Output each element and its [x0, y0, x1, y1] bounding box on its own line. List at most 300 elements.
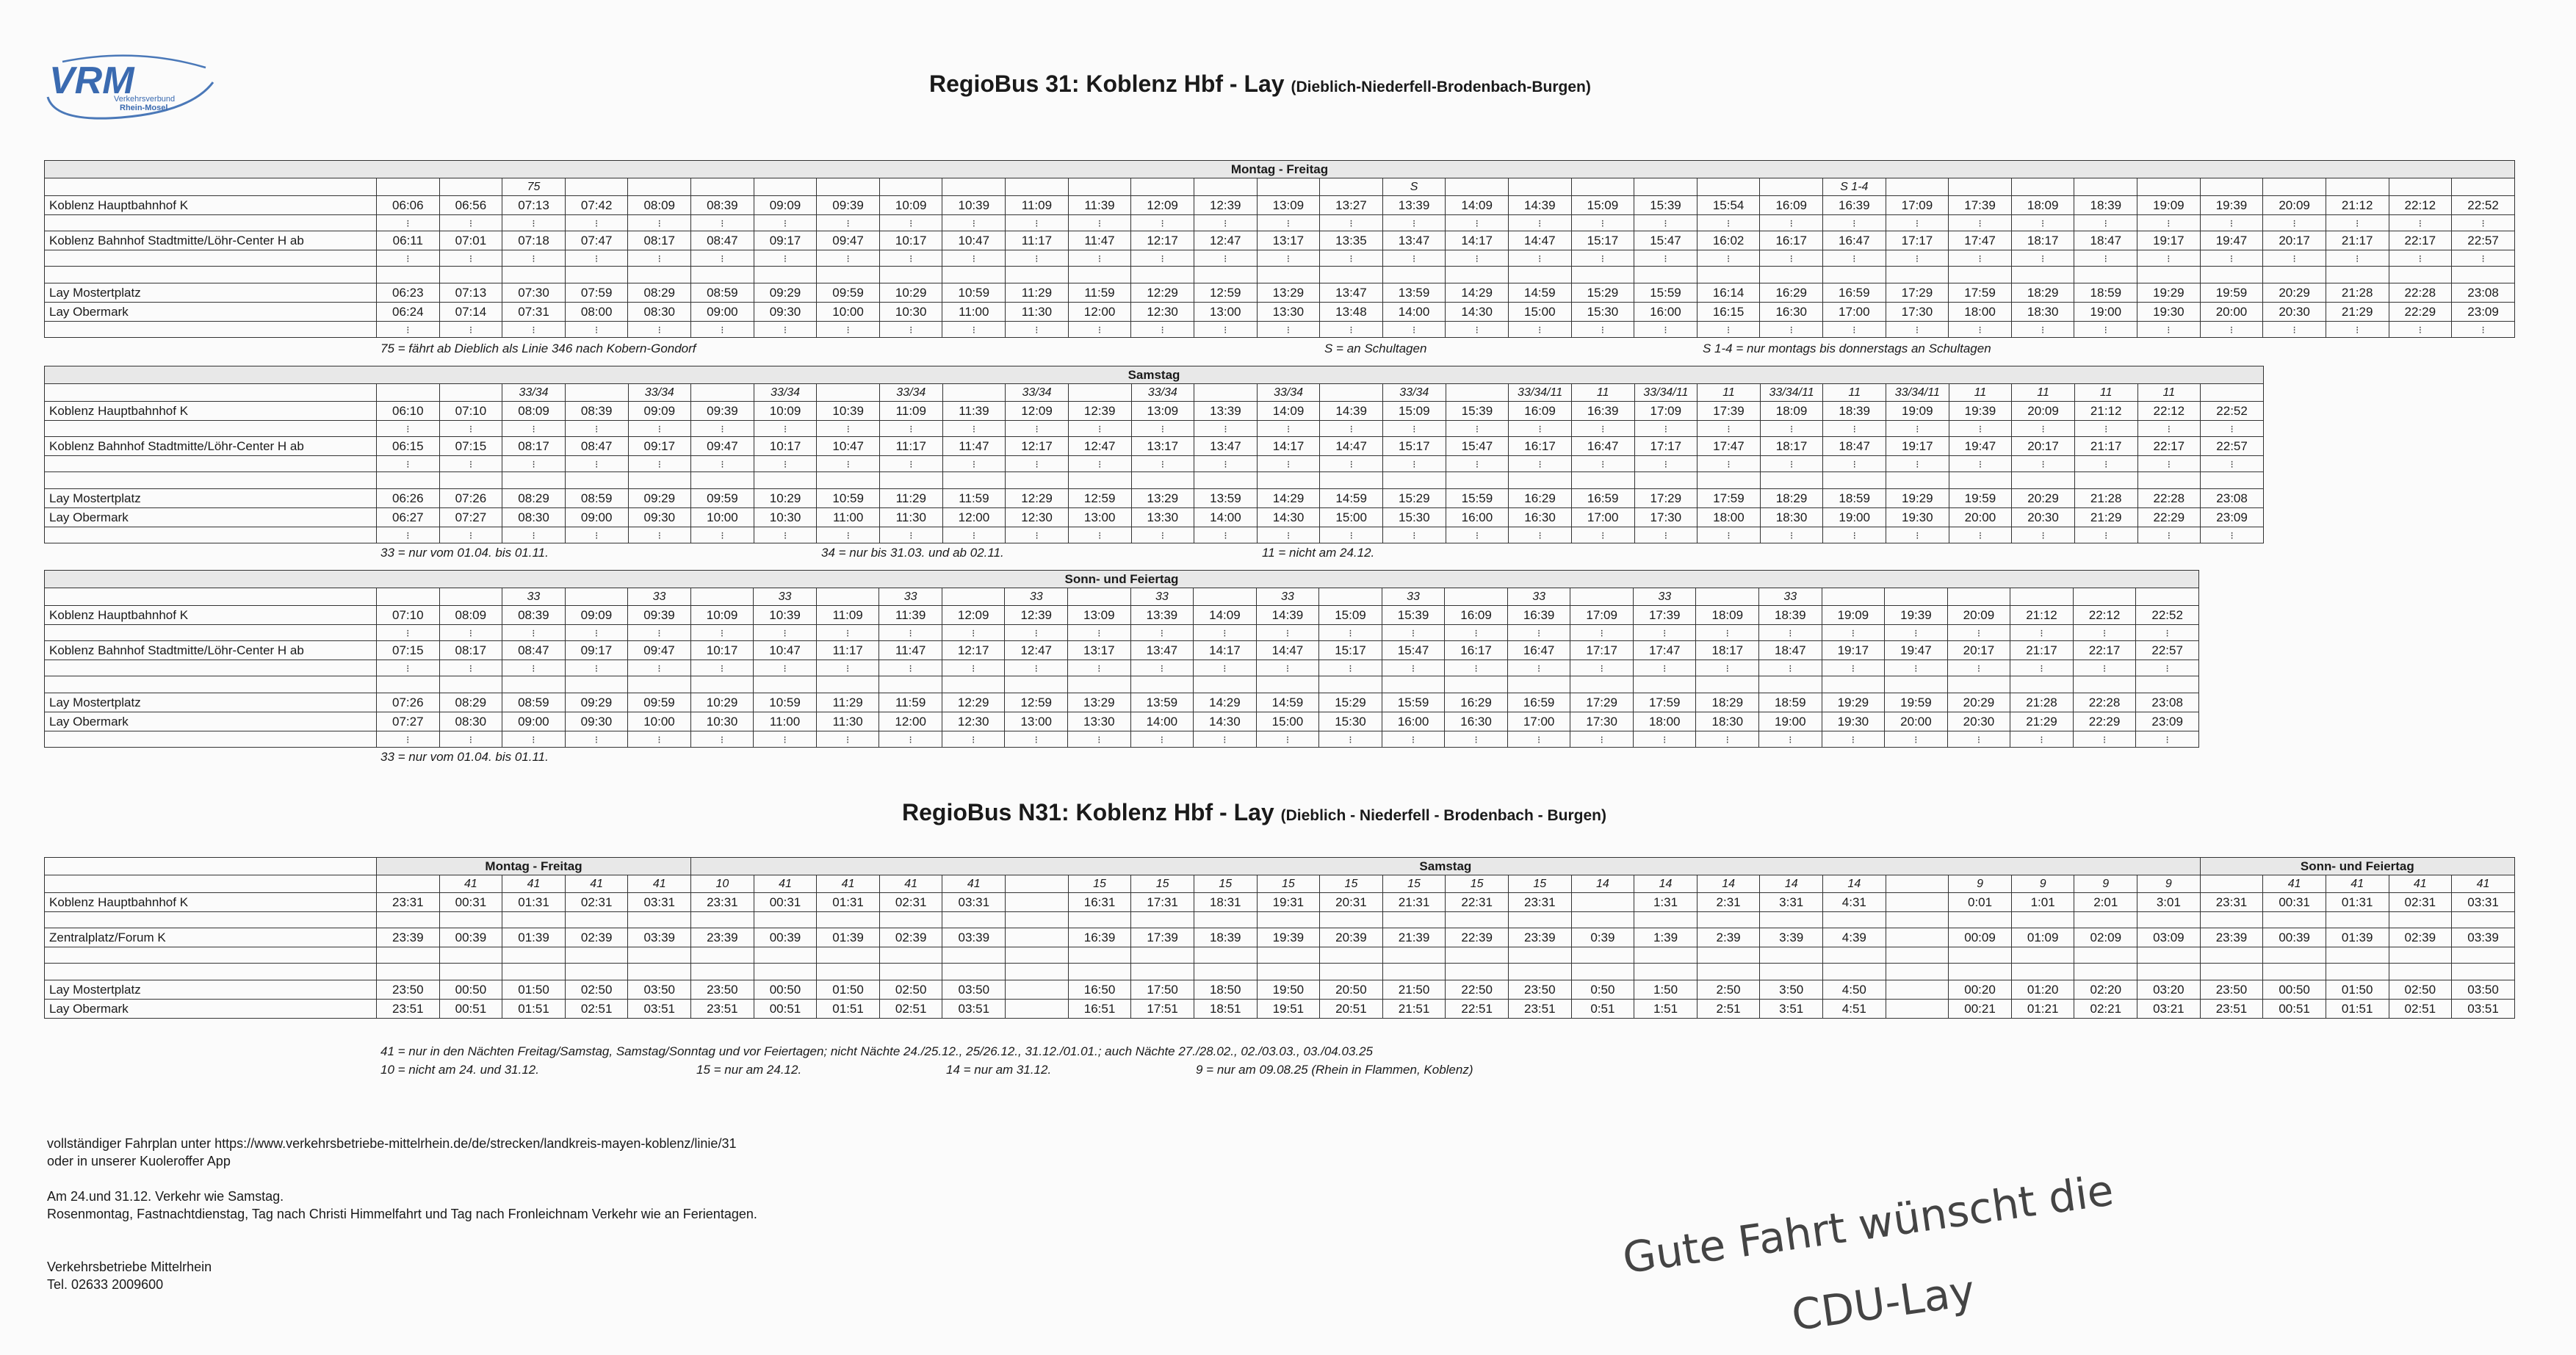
station-name: Koblenz Bahnhof Stadtmitte/Löhr-Center H ab — [45, 641, 377, 660]
departure-time: 3:31 — [1760, 893, 1823, 912]
spacer-cell — [2263, 964, 2326, 980]
spacer-cell — [1446, 472, 1509, 489]
spacer-cell — [1508, 964, 1571, 980]
dots-cell: ⁝ — [754, 731, 817, 748]
departure-time: 01:50 — [2326, 980, 2389, 1000]
dots-cell: ⁝ — [1886, 250, 1949, 267]
info-company: Verkehrsbetriebe Mittelrhein — [47, 1260, 212, 1274]
departure-time: 17:29 — [1570, 693, 1634, 712]
dots-label-cell — [45, 625, 377, 641]
info-url: vollständiger Fahrplan unter https://www.verkehrsbetriebe-mittelrhein.de/de/strecken/landkreis-mayen-koblenz/linie/31 — [47, 1136, 737, 1151]
stop-row — [45, 402, 2264, 421]
note-cell: 11 — [1823, 384, 1886, 402]
note-cell — [1194, 588, 1257, 606]
note-cell — [1570, 588, 1634, 606]
note-cell: 11 — [1571, 384, 1634, 402]
note-cell — [628, 178, 691, 196]
departure-time: 18:09 — [1760, 402, 1823, 421]
departure-time: 0:39 — [1571, 928, 1634, 947]
spacer-cell — [565, 472, 628, 489]
spacer-cell — [628, 472, 691, 489]
departure-time: 18:39 — [1823, 402, 1886, 421]
spacer-cell — [1570, 676, 1634, 693]
departure-time: 15:09 — [1383, 402, 1446, 421]
departure-time: 1:01 — [2011, 893, 2074, 912]
departure-time: 19:30 — [2137, 303, 2201, 322]
departure-time: 12:59 — [1194, 283, 1257, 303]
dots-cell: ⁝ — [1319, 731, 1382, 748]
dots-cell: ⁝ — [691, 527, 754, 543]
spacer-cell — [1382, 267, 1446, 283]
dots-cell: ⁝ — [565, 421, 628, 437]
note-cell — [942, 588, 1005, 606]
station-name: Lay Mostertplatz — [45, 693, 377, 712]
footnote-sa-3: 11 = nicht am 24.12. — [1262, 546, 1375, 560]
departure-time: 15:17 — [1383, 437, 1446, 456]
handwritten-greeting-line1: Gute Fahrt wünscht die — [1620, 1165, 2117, 1284]
dots-cell — [2200, 912, 2263, 928]
departure-time: 20:39 — [1320, 928, 1383, 947]
note-cell: 33/34/11 — [1760, 384, 1823, 402]
dots-row — [45, 215, 2515, 231]
departure-time: 12:29 — [942, 693, 1005, 712]
departure-time: 1:50 — [1634, 980, 1698, 1000]
departure-time: 22:28 — [2073, 693, 2136, 712]
departure-time: 21:28 — [2074, 489, 2137, 508]
dots-cell: ⁝ — [565, 456, 628, 472]
spacer-cell — [1382, 676, 1445, 693]
departure-time: 19:39 — [1949, 402, 2012, 421]
dots-cell: ⁝ — [691, 322, 754, 338]
departure-time: 09:59 — [691, 489, 754, 508]
departure-time: 01:39 — [2326, 928, 2389, 947]
departure-time: 00:51 — [754, 1000, 817, 1019]
stop-row — [45, 693, 2199, 712]
departure-time: 15:59 — [1446, 489, 1509, 508]
dots-cell: ⁝ — [879, 322, 942, 338]
dots-cell: ⁝ — [2073, 660, 2136, 676]
note-cell — [1886, 875, 1949, 893]
departure-time: 10:00 — [817, 303, 880, 322]
spacer-cell — [2136, 676, 2199, 693]
spacer-cell — [377, 964, 440, 980]
dots-cell: ⁝ — [1698, 421, 1761, 437]
dots-cell — [2326, 947, 2389, 964]
dots-cell: ⁝ — [1194, 215, 1257, 231]
dots-cell: ⁝ — [1759, 660, 1822, 676]
departure-time: 11:29 — [816, 693, 879, 712]
note-cell — [754, 178, 817, 196]
departure-time: 15:59 — [1382, 693, 1445, 712]
departure-time: 07:27 — [439, 508, 502, 527]
departure-time: 11:00 — [817, 508, 880, 527]
departure-time: 20:17 — [2012, 437, 2075, 456]
departure-time: 02:21 — [2074, 1000, 2137, 1019]
dots-cell: ⁝ — [1508, 250, 1571, 267]
dots-cell: ⁝ — [565, 731, 628, 748]
dots-cell: ⁝ — [1949, 215, 2012, 231]
departure-time: 09:09 — [565, 606, 628, 625]
dots-cell: ⁝ — [2073, 731, 2136, 748]
spacer-cell — [1068, 472, 1131, 489]
departure-time: 14:09 — [1194, 606, 1257, 625]
dots-cell: ⁝ — [1446, 421, 1509, 437]
spacer-cell — [754, 676, 817, 693]
departure-time: 08:47 — [691, 231, 754, 250]
dots-cell: ⁝ — [2452, 250, 2515, 267]
note-cell — [2201, 384, 2264, 402]
sa-day-header: Samstag — [45, 366, 2264, 384]
dots-cell: ⁝ — [2137, 215, 2201, 231]
dots-cell: ⁝ — [565, 322, 628, 338]
dots-cell: ⁝ — [628, 322, 691, 338]
dots-cell: ⁝ — [1257, 250, 1320, 267]
note-cell: 33 — [1130, 588, 1194, 606]
note-cell: 11 — [1949, 384, 2012, 402]
note-cell — [1634, 178, 1698, 196]
stop-row — [45, 437, 2264, 456]
departure-time: 11:39 — [1068, 196, 1131, 215]
dots-cell: ⁝ — [628, 731, 691, 748]
departure-time: 20:17 — [2263, 231, 2326, 250]
departure-time: 00:51 — [2263, 1000, 2326, 1019]
station-name: Koblenz Bahnhof Stadtmitte/Löhr-Center H ab — [45, 437, 377, 456]
footnote-mofr-1: 75 = fährt ab Dieblich als Linie 346 nach Kobern-Gondorf — [380, 342, 696, 355]
spacer-cell — [880, 472, 943, 489]
departure-time: 12:39 — [1194, 196, 1257, 215]
info-ferien: Rosenmontag, Fastnachtdienstag, Tag nach Christi Himmelfahrt und Tag nach Fronleichnam Verkehr wie an Ferientagen. — [47, 1207, 757, 1221]
spacer-cell — [1005, 676, 1068, 693]
dots-cell: ⁝ — [1382, 215, 1446, 231]
dots-row — [45, 527, 2264, 543]
dots-cell: ⁝ — [1823, 250, 1886, 267]
departure-time: 2:01 — [2074, 893, 2137, 912]
dots-cell — [1006, 912, 1069, 928]
departure-time: 14:30 — [1446, 303, 1509, 322]
departure-time: 14:59 — [1508, 283, 1571, 303]
dots-cell: ⁝ — [1759, 625, 1822, 641]
departure-time: 4:50 — [1823, 980, 1886, 1000]
departure-time: 15:39 — [1382, 606, 1445, 625]
departure-time: 17:30 — [1570, 712, 1634, 731]
departure-time: 15:29 — [1319, 693, 1382, 712]
departure-time: 16:00 — [1382, 712, 1445, 731]
dots-cell — [1194, 912, 1257, 928]
departure-time — [1006, 928, 1069, 947]
dots-cell: ⁝ — [816, 731, 879, 748]
dots-cell: ⁝ — [817, 250, 880, 267]
departure-time: 07:13 — [439, 283, 502, 303]
departure-time: 16:15 — [1697, 303, 1760, 322]
departure-time: 13:59 — [1194, 489, 1258, 508]
dots-cell — [1634, 912, 1698, 928]
departure-time: 00:21 — [1949, 1000, 2012, 1019]
spacer-cell — [502, 964, 566, 980]
departure-time: 22:51 — [1446, 1000, 1509, 1019]
station-name: Lay Mostertplatz — [45, 980, 377, 1000]
departure-time: 09:30 — [628, 508, 691, 527]
departure-time: 20:29 — [2263, 283, 2326, 303]
departure-time: 21:17 — [2074, 437, 2137, 456]
departure-time: 06:24 — [377, 303, 440, 322]
stop-row — [45, 980, 2515, 1000]
notes-label-cell — [45, 588, 377, 606]
departure-time: 09:30 — [754, 303, 817, 322]
departure-time: 23:51 — [1508, 1000, 1571, 1019]
spacer-cell — [817, 472, 880, 489]
spacer-cell — [1571, 267, 1634, 283]
dots-cell: ⁝ — [1823, 527, 1886, 543]
departure-time: 18:30 — [2011, 303, 2074, 322]
note-cell — [1949, 178, 2012, 196]
departure-time: 14:00 — [1382, 303, 1446, 322]
note-cell: 41 — [817, 875, 880, 893]
note-cell: 33 — [1382, 588, 1445, 606]
departure-time: 10:47 — [817, 437, 880, 456]
note-cell: 41 — [2326, 875, 2389, 893]
dots-cell: ⁝ — [1256, 625, 1319, 641]
note-cell: 33/34 — [1131, 384, 1194, 402]
departure-time: 22:17 — [2389, 231, 2452, 250]
dots-cell: ⁝ — [377, 322, 440, 338]
dots-cell: ⁝ — [1760, 527, 1823, 543]
departure-time: 09:39 — [691, 402, 754, 421]
departure-time: 02:20 — [2074, 980, 2137, 1000]
note-cell — [1947, 588, 2010, 606]
dots-cell: ⁝ — [690, 660, 754, 676]
footnote-n31-14: 14 = nur am 31.12. — [946, 1063, 1052, 1077]
departure-time: 09:00 — [565, 508, 628, 527]
dots-cell: ⁝ — [1005, 660, 1068, 676]
note-cell: 33/34 — [628, 384, 691, 402]
note-cell: 15 — [1257, 875, 1320, 893]
note-cell: 14 — [1823, 875, 1886, 893]
departure-time: 17:50 — [1131, 980, 1194, 1000]
departure-time: 15:39 — [1446, 402, 1509, 421]
departure-time: 18:17 — [1696, 641, 1759, 660]
departure-time: 16:30 — [1509, 508, 1572, 527]
note-cell: 41 — [879, 875, 942, 893]
spacer-cell — [1446, 267, 1509, 283]
dots-cell: ⁝ — [439, 456, 502, 472]
dots-cell: ⁝ — [1383, 527, 1446, 543]
svg-text:Verkehrsverbund: Verkehrsverbund — [114, 95, 176, 104]
dots-cell — [502, 912, 566, 928]
departure-time — [1886, 928, 1949, 947]
dots-cell — [1760, 912, 1823, 928]
spacer-cell — [816, 676, 879, 693]
departure-time: 09:47 — [628, 641, 691, 660]
spacer-cell — [1382, 964, 1446, 980]
note-cell — [377, 588, 440, 606]
spacer-cell — [2011, 267, 2074, 283]
note-cell — [691, 384, 754, 402]
departure-time: 02:31 — [879, 893, 942, 912]
departure-time: 18:47 — [2074, 231, 2137, 250]
departure-time: 09:17 — [754, 231, 817, 250]
dots-cell: ⁝ — [1947, 660, 2010, 676]
dots-cell: ⁝ — [1383, 421, 1446, 437]
departure-time: 18:31 — [1194, 893, 1257, 912]
departure-time: 13:59 — [1382, 283, 1446, 303]
departure-time: 23:09 — [2136, 712, 2199, 731]
spacer-cell — [45, 676, 377, 693]
note-cell: 33/34 — [502, 384, 566, 402]
departure-time: 0:01 — [1949, 893, 2012, 912]
departure-time: 07:18 — [502, 231, 566, 250]
dots-cell — [2011, 947, 2074, 964]
departure-time: 16:59 — [1823, 283, 1886, 303]
spacer-cell — [942, 676, 1005, 693]
dots-cell: ⁝ — [2137, 322, 2201, 338]
note-cell — [1068, 178, 1131, 196]
dots-cell — [2389, 947, 2452, 964]
departure-time: 10:09 — [879, 196, 942, 215]
departure-time: 18:00 — [1949, 303, 2012, 322]
departure-time: 19:17 — [1886, 437, 1949, 456]
departure-time: 13:30 — [1068, 712, 1131, 731]
departure-time: 13:29 — [1068, 693, 1131, 712]
dots-cell: ⁝ — [1886, 421, 1949, 437]
departure-time: 14:29 — [1446, 283, 1509, 303]
departure-time: 16:39 — [1823, 196, 1886, 215]
header-row — [45, 161, 2515, 178]
note-cell — [439, 588, 502, 606]
spacer-cell — [1947, 676, 2010, 693]
dots-cell: ⁝ — [377, 660, 440, 676]
spacer-cell — [942, 472, 1006, 489]
dots-cell: ⁝ — [1130, 660, 1194, 676]
note-cell: 33/34 — [1257, 384, 1320, 402]
dots-cell: ⁝ — [816, 660, 879, 676]
dots-cell: ⁝ — [2074, 421, 2137, 437]
note-cell: 41 — [754, 875, 817, 893]
dots-cell: ⁝ — [1382, 250, 1446, 267]
departure-time: 03:20 — [2137, 980, 2201, 1000]
departure-time: 08:09 — [502, 402, 566, 421]
note-cell — [1822, 588, 1885, 606]
departure-time: 07:13 — [502, 196, 566, 215]
note-cell: 41 — [2389, 875, 2452, 893]
dots-cell: ⁝ — [1509, 421, 1572, 437]
departure-time: 00:39 — [754, 928, 817, 947]
spacer-cell — [754, 964, 817, 980]
departure-time: 02:50 — [565, 980, 628, 1000]
departure-time: 18:17 — [1760, 437, 1823, 456]
departure-time: 3:51 — [1760, 1000, 1823, 1019]
departure-time: 22:29 — [2389, 303, 2452, 322]
departure-time: 19:47 — [1885, 641, 1948, 660]
spacer-cell — [1760, 964, 1823, 980]
departure-time: 18:39 — [2074, 196, 2137, 215]
dots-cell: ⁝ — [1256, 660, 1319, 676]
departure-time: 09:59 — [817, 283, 880, 303]
note-cell: 33/34/11 — [1634, 384, 1698, 402]
note-cell: S — [1382, 178, 1446, 196]
dots-cell: ⁝ — [439, 527, 502, 543]
departure-time: 08:17 — [628, 231, 691, 250]
departure-time: 23:08 — [2452, 283, 2515, 303]
dots-cell: ⁝ — [942, 250, 1006, 267]
departure-time: 15:30 — [1319, 712, 1382, 731]
note-cell: 33 — [1633, 588, 1696, 606]
spacer-cell — [502, 267, 566, 283]
dots-cell: ⁝ — [816, 625, 879, 641]
departure-time: 03:39 — [628, 928, 691, 947]
footnote-mofr-2: S = an Schultagen — [1324, 342, 1427, 355]
dots-cell: ⁝ — [2452, 322, 2515, 338]
spacer-cell — [1949, 267, 2012, 283]
departure-time: 07:15 — [377, 641, 440, 660]
dots-cell: ⁝ — [1006, 322, 1069, 338]
departure-time: 11:59 — [879, 693, 942, 712]
dots-cell: ⁝ — [1256, 731, 1319, 748]
spacer-cell — [879, 676, 942, 693]
note-cell — [1068, 588, 1131, 606]
dots-cell: ⁝ — [1382, 731, 1445, 748]
departure-time: 11:29 — [1006, 283, 1069, 303]
dots-row — [45, 947, 2515, 964]
departure-time: 3:39 — [1760, 928, 1823, 947]
dots-cell: ⁝ — [2263, 250, 2326, 267]
dots-cell: ⁝ — [377, 250, 440, 267]
dots-cell: ⁝ — [1319, 660, 1382, 676]
departure-time: 17:09 — [1886, 196, 1949, 215]
departure-time: 14:29 — [1257, 489, 1320, 508]
departure-time: 21:12 — [2326, 196, 2389, 215]
spacer-cell — [1760, 472, 1823, 489]
departure-time: 19:00 — [1759, 712, 1822, 731]
spacer-cell — [879, 267, 942, 283]
departure-time: 19:09 — [2137, 196, 2201, 215]
dots-cell: ⁝ — [1194, 421, 1258, 437]
note-cell — [1319, 588, 1382, 606]
dots-cell: ⁝ — [879, 625, 942, 641]
note-cell: 11 — [2137, 384, 2201, 402]
departure-time: 18:00 — [1698, 508, 1761, 527]
note-cell — [817, 178, 880, 196]
departure-time: 10:47 — [942, 231, 1006, 250]
departure-time: 11:59 — [942, 489, 1006, 508]
dots-cell: ⁝ — [754, 660, 817, 676]
dots-cell: ⁝ — [1634, 421, 1698, 437]
spacer-cell — [439, 472, 502, 489]
spacer-cell — [439, 676, 502, 693]
departure-time: 02:51 — [2389, 1000, 2452, 1019]
departure-time: 1:31 — [1634, 893, 1698, 912]
departure-time: 23:09 — [2452, 303, 2515, 322]
dots-cell: ⁝ — [1634, 322, 1698, 338]
dots-cell: ⁝ — [628, 527, 691, 543]
dots-cell: ⁝ — [1006, 215, 1069, 231]
departure-time: 11:30 — [880, 508, 943, 527]
departure-time: 17:39 — [1633, 606, 1696, 625]
departure-time: 08:30 — [439, 712, 502, 731]
departure-time: 06:11 — [377, 231, 440, 250]
departure-time: 23:39 — [1508, 928, 1571, 947]
departure-time: 11:59 — [1068, 283, 1131, 303]
note-cell: 15 — [1131, 875, 1194, 893]
dots-cell — [1886, 947, 1949, 964]
footnote-n31-10: 10 = nicht am 24. und 31.12. — [380, 1063, 539, 1077]
dots-row — [45, 660, 2199, 676]
spacer-cell — [1257, 964, 1320, 980]
note-cell — [1006, 875, 1069, 893]
note-cell: 41 — [628, 875, 691, 893]
departure-time — [1886, 1000, 1949, 1019]
departure-time: 02:31 — [2389, 893, 2452, 912]
dots-cell: ⁝ — [1320, 215, 1383, 231]
